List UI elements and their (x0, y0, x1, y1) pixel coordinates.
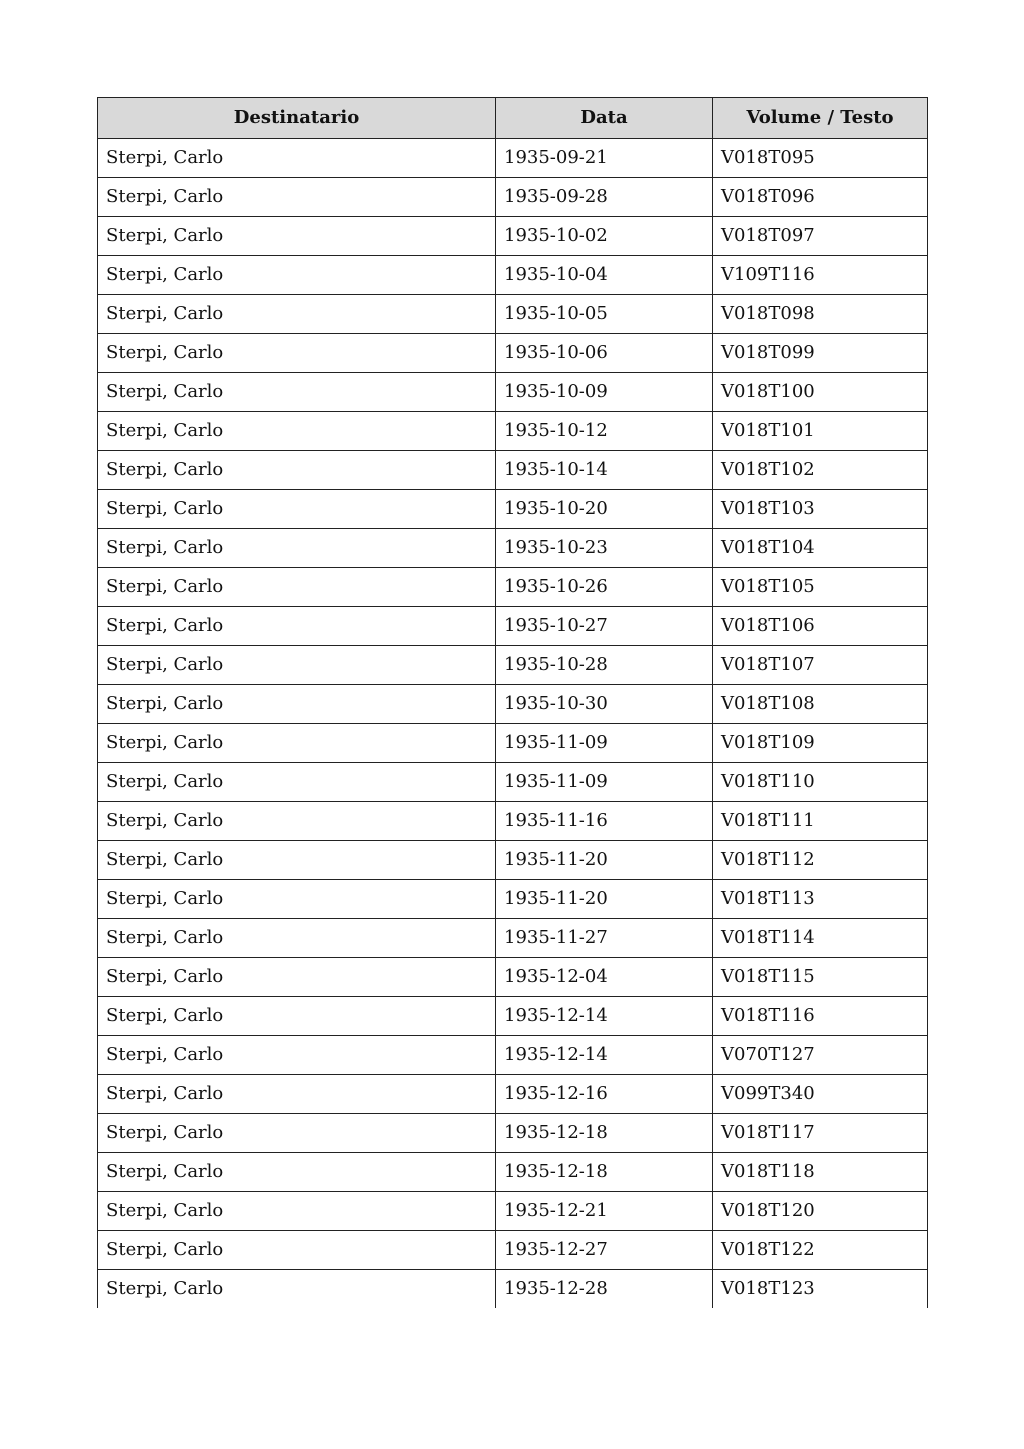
cell-destinatario: Sterpi, Carlo (98, 1192, 496, 1231)
table-row (98, 1153, 928, 1192)
table-row (98, 451, 928, 490)
cell-destinatario: Sterpi, Carlo (98, 880, 496, 919)
cell-data: 1935-10-02 (496, 217, 713, 256)
cell-data: 1935-12-16 (496, 1075, 713, 1114)
cell-volume-testo: V018T095 (713, 139, 928, 178)
table-row (98, 1270, 928, 1309)
cell-destinatario: Sterpi, Carlo (98, 997, 496, 1036)
cell-data: 1935-10-05 (496, 295, 713, 334)
cell-data: 1935-11-16 (496, 802, 713, 841)
cell-data: 1935-12-14 (496, 1036, 713, 1075)
cell-data: 1935-11-27 (496, 919, 713, 958)
table-row (98, 646, 928, 685)
cell-destinatario: Sterpi, Carlo (98, 451, 496, 490)
cell-data: 1935-12-18 (496, 1153, 713, 1192)
cell-volume-testo: V018T106 (713, 607, 928, 646)
table-row (98, 802, 928, 841)
cell-data: 1935-10-26 (496, 568, 713, 607)
cell-volume-testo: V018T115 (713, 958, 928, 997)
cell-data: 1935-10-04 (496, 256, 713, 295)
cell-volume-testo: V018T099 (713, 334, 928, 373)
cell-destinatario: Sterpi, Carlo (98, 295, 496, 334)
table-row (98, 607, 928, 646)
cell-volume-testo: V018T113 (713, 880, 928, 919)
column-header-volume-testo: Volume / Testo (713, 98, 928, 139)
cell-destinatario: Sterpi, Carlo (98, 1114, 496, 1153)
cell-destinatario: Sterpi, Carlo (98, 334, 496, 373)
cell-volume-testo: V018T118 (713, 1153, 928, 1192)
cell-destinatario: Sterpi, Carlo (98, 1270, 496, 1309)
table-row (98, 295, 928, 334)
cell-destinatario: Sterpi, Carlo (98, 685, 496, 724)
cell-data: 1935-10-28 (496, 646, 713, 685)
cell-data: 1935-11-09 (496, 763, 713, 802)
cell-volume-testo: V018T104 (713, 529, 928, 568)
cell-volume-testo: V018T097 (713, 217, 928, 256)
cell-volume-testo: V018T112 (713, 841, 928, 880)
table-row (98, 139, 928, 178)
cell-destinatario: Sterpi, Carlo (98, 373, 496, 412)
cell-volume-testo: V018T114 (713, 919, 928, 958)
cell-data: 1935-12-14 (496, 997, 713, 1036)
cell-data: 1935-10-09 (496, 373, 713, 412)
cell-data: 1935-10-27 (496, 607, 713, 646)
cell-volume-testo: V018T122 (713, 1231, 928, 1270)
table-row (98, 256, 928, 295)
cell-destinatario: Sterpi, Carlo (98, 841, 496, 880)
column-header-destinatario: Destinatario (98, 98, 496, 139)
table-row (98, 841, 928, 880)
cell-destinatario: Sterpi, Carlo (98, 568, 496, 607)
cell-data: 1935-12-27 (496, 1231, 713, 1270)
cell-volume-testo: V018T110 (713, 763, 928, 802)
letters-table (97, 97, 928, 1308)
cell-destinatario: Sterpi, Carlo (98, 646, 496, 685)
table-row (98, 958, 928, 997)
cell-volume-testo: V018T101 (713, 412, 928, 451)
table-row (98, 217, 928, 256)
cell-destinatario: Sterpi, Carlo (98, 139, 496, 178)
cell-data: 1935-10-23 (496, 529, 713, 568)
cell-data: 1935-10-06 (496, 334, 713, 373)
cell-destinatario: Sterpi, Carlo (98, 1231, 496, 1270)
cell-destinatario: Sterpi, Carlo (98, 1075, 496, 1114)
cell-volume-testo: V018T109 (713, 724, 928, 763)
table-row (98, 1075, 928, 1114)
cell-volume-testo: V018T100 (713, 373, 928, 412)
table-row (98, 568, 928, 607)
cell-volume-testo: V018T096 (713, 178, 928, 217)
table-body (98, 139, 928, 1309)
cell-destinatario: Sterpi, Carlo (98, 763, 496, 802)
table-row (98, 1192, 928, 1231)
table-row (98, 334, 928, 373)
cell-data: 1935-12-04 (496, 958, 713, 997)
cell-data: 1935-11-09 (496, 724, 713, 763)
cell-destinatario: Sterpi, Carlo (98, 217, 496, 256)
cell-destinatario: Sterpi, Carlo (98, 1153, 496, 1192)
cell-volume-testo: V018T107 (713, 646, 928, 685)
table-row (98, 997, 928, 1036)
cell-destinatario: Sterpi, Carlo (98, 724, 496, 763)
table-row (98, 919, 928, 958)
table-row (98, 490, 928, 529)
table-row (98, 724, 928, 763)
table-row (98, 1036, 928, 1075)
cell-volume-testo: V018T102 (713, 451, 928, 490)
cell-data: 1935-10-12 (496, 412, 713, 451)
cell-data: 1935-09-28 (496, 178, 713, 217)
table-row (98, 178, 928, 217)
table-row (98, 373, 928, 412)
header-row (98, 98, 928, 139)
table-header (98, 98, 928, 139)
column-header-data: Data (496, 98, 713, 139)
cell-destinatario: Sterpi, Carlo (98, 607, 496, 646)
cell-volume-testo: V070T127 (713, 1036, 928, 1075)
cell-data: 1935-10-30 (496, 685, 713, 724)
cell-destinatario: Sterpi, Carlo (98, 529, 496, 568)
cell-volume-testo: V109T116 (713, 256, 928, 295)
cell-data: 1935-10-14 (496, 451, 713, 490)
cell-volume-testo: V018T111 (713, 802, 928, 841)
cell-data: 1935-12-18 (496, 1114, 713, 1153)
table-row (98, 880, 928, 919)
cell-volume-testo: V018T105 (713, 568, 928, 607)
cell-volume-testo: V018T103 (713, 490, 928, 529)
cell-data: 1935-12-28 (496, 1270, 713, 1309)
cell-destinatario: Sterpi, Carlo (98, 256, 496, 295)
cell-volume-testo: V018T120 (713, 1192, 928, 1231)
cell-destinatario: Sterpi, Carlo (98, 490, 496, 529)
cell-volume-testo: V018T116 (713, 997, 928, 1036)
cell-data: 1935-11-20 (496, 841, 713, 880)
cell-destinatario: Sterpi, Carlo (98, 919, 496, 958)
cell-data: 1935-11-20 (496, 880, 713, 919)
cell-data: 1935-10-20 (496, 490, 713, 529)
cell-destinatario: Sterpi, Carlo (98, 958, 496, 997)
table-row (98, 763, 928, 802)
cell-volume-testo: V018T123 (713, 1270, 928, 1309)
cell-volume-testo: V018T108 (713, 685, 928, 724)
table-row (98, 685, 928, 724)
cell-destinatario: Sterpi, Carlo (98, 802, 496, 841)
cell-data: 1935-12-21 (496, 1192, 713, 1231)
table-row (98, 529, 928, 568)
cell-destinatario: Sterpi, Carlo (98, 1036, 496, 1075)
cell-destinatario: Sterpi, Carlo (98, 178, 496, 217)
cell-volume-testo: V018T098 (713, 295, 928, 334)
cell-data: 1935-09-21 (496, 139, 713, 178)
table-row (98, 412, 928, 451)
table-row (98, 1114, 928, 1153)
cell-volume-testo: V099T340 (713, 1075, 928, 1114)
cell-volume-testo: V018T117 (713, 1114, 928, 1153)
table-row (98, 1231, 928, 1270)
cell-destinatario: Sterpi, Carlo (98, 412, 496, 451)
